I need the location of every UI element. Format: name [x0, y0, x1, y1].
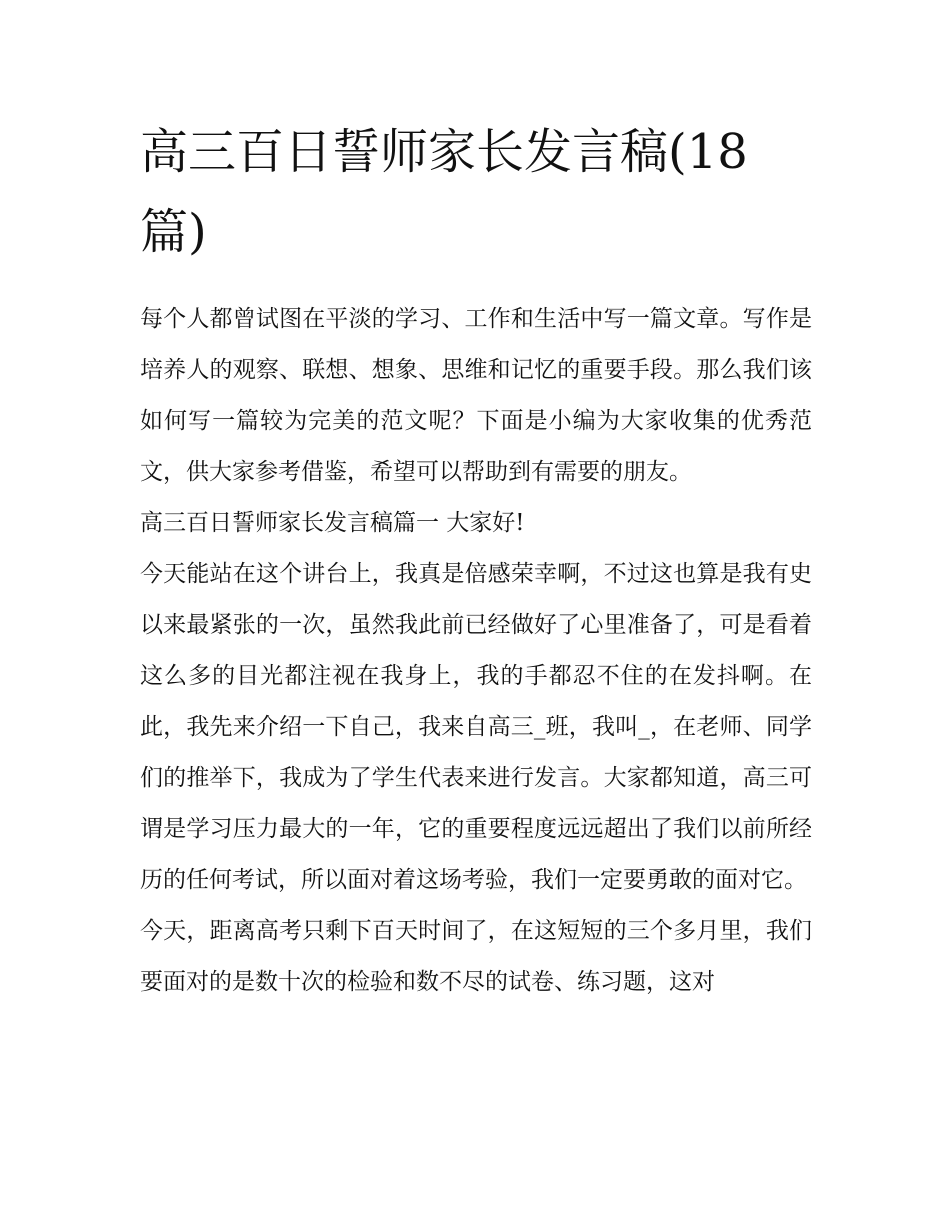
body-paragraph: 今天能站在这个讲台上，我真是倍感荣幸啊，不过这也算是我有史以来最紧张的一次，虽然我此前已经做好了心里准备了，可是看着这么多的目光都注视在我身上，我的手都忍不住的在发抖啊。在此，我先来介绍一下自己，我来自高三_班，我叫_，在老师、同学们的推举下，我成为了学生代表来进行发言。大家都知道，高三可谓是学习压力最大的一年，它的重要程度远远超出了我们以前所经历的任何考试，所以面对着这场考验，我们一定要勇敢的面对它。: [140, 561, 812, 893]
document-title: 高三百日誓师家长发言稿(18篇): [140, 124, 748, 260]
intro-paragraph: 每个人都曾试图在平淡的学习、工作和生活中写一篇文章。写作是培养人的观察、联想、想象、思维和记忆的重要手段。那么我们该如何写一篇较为完美的范文呢？下面是小编为大家收集的优秀范文，供大家参考借鉴，希望可以帮助到有需要的朋友。: [140, 306, 812, 485]
document-page: [140, 112, 812, 1008]
body-paragraph: 今天，距离高考只剩下百天时间了，在这短短的三个多月里，我们要面对的是数十次的检验和数不尽的试卷、练习题，这对: [140, 918, 812, 995]
section-heading: 高三百日誓师家长发言稿篇一 大家好!: [140, 510, 525, 536]
